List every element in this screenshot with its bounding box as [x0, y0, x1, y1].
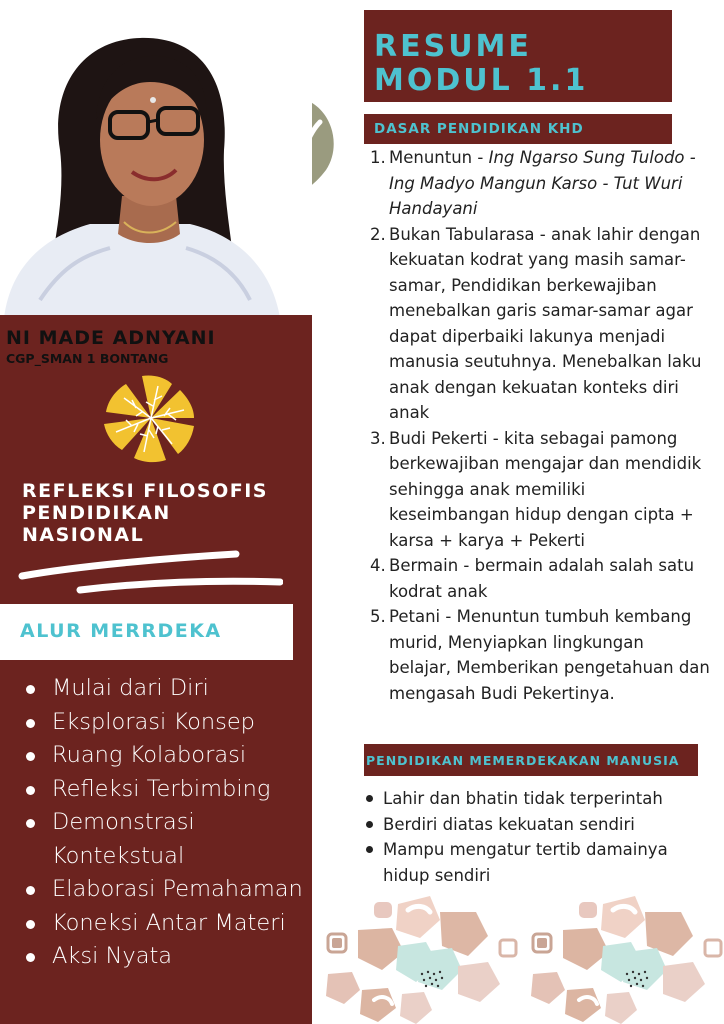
list-text: Budi Pekerti - kita sebagai pamong berkewajiban mengajar dan mendidik sehingga anak memiliki keseimbangan hidup dengan cipta + karsa + karya + Pekerti — [389, 428, 702, 550]
list-text: Bukan Tabularasa - anak lahir dengan kekuatan kodrat yang masih samar-samar, Pendidikan berkewajiban menebalkan garis samar-samar agar dapat diperbaiki lakunya menjadi manusia seutuhnya. Menebalkan laku anak dengan kekuatan konteks diri anak — [389, 224, 702, 422]
decorative-pattern-icon — [318, 890, 518, 1024]
alur-list — [24, 672, 309, 974]
resume-title-line: RESUME — [374, 29, 532, 64]
profile-name: NI MADE ADNYANI — [6, 327, 216, 349]
list-number: 2. — [370, 224, 386, 244]
list-number: 3. — [370, 428, 386, 448]
resume-title — [374, 30, 588, 98]
list-item — [370, 604, 710, 706]
list-number: 4. — [370, 556, 386, 575]
list-item — [370, 426, 710, 554]
panel-heading-line: PENDIDIKAN — [22, 502, 171, 524]
profile-subtitle: CGP_SMAN 1 BONTANG — [6, 351, 169, 366]
list-item: Eksplorasi Konsep — [24, 706, 309, 740]
list-item: Elaborasi Pemahaman — [24, 873, 309, 907]
section-heading-memerdekakan: PENDIDIKAN MEMERDEKAKAN MANUSIA — [364, 744, 698, 776]
list-item: Aksi Nyata — [24, 940, 309, 974]
portrait-photo-icon — [0, 0, 312, 318]
list-number: 1. — [370, 148, 386, 167]
list-text-italic: Ing Ngarso Sung Tulodo - Ing Madyo Mangun Karso - Tut Wuri Handayani — [389, 148, 696, 218]
panel-heading — [22, 480, 302, 546]
list-item: Lahir dan bhatin tidak terperintah — [366, 786, 706, 812]
panel-heading-line: REFLEKSI FILOSOFIS — [22, 480, 268, 502]
list-text: Petani - Menuntun tumbuh kembang murid, Menyiapkan lingkungan belajar, Memberikan pengetahuan dan mengasah Budi Pekertinya. — [389, 607, 710, 703]
list-item: Ruang Kolaborasi — [24, 739, 309, 773]
list-item: Demonstrasi Kontekstual — [24, 806, 309, 873]
resume-title-line: MODUL 1.1 — [374, 63, 589, 98]
profile-photo — [0, 0, 312, 318]
list-item — [370, 222, 710, 426]
khd-numbered-list — [370, 145, 710, 706]
list-item: Berdiri diatas kekuatan sendiri — [366, 812, 706, 838]
list-item — [370, 553, 710, 604]
list-text: Menuntun - — [389, 148, 489, 167]
section-heading-dasar: DASAR PENDIDIKAN KHD — [364, 114, 672, 144]
list-item: Mampu mengatur tertib damainya hidup sendiri — [366, 837, 706, 888]
brush-swoosh-icon — [18, 548, 283, 598]
panel-heading-line: NASIONAL — [22, 524, 145, 546]
flower-logo-icon — [92, 372, 210, 464]
list-number: 5. — [370, 607, 386, 626]
alur-title: ALUR MERRDEKA — [20, 620, 222, 642]
list-item: Mulai dari Diri — [24, 672, 309, 706]
list-text: Bermain - bermain adalah salah satu kodrat anak — [389, 556, 695, 601]
decorative-pattern-icon — [522, 890, 724, 1024]
list-item: Refleksi Terbimbing — [24, 773, 309, 807]
memerdekakan-list — [366, 786, 706, 888]
list-item — [370, 145, 710, 222]
list-item: Koneksi Antar Materi — [24, 907, 309, 941]
